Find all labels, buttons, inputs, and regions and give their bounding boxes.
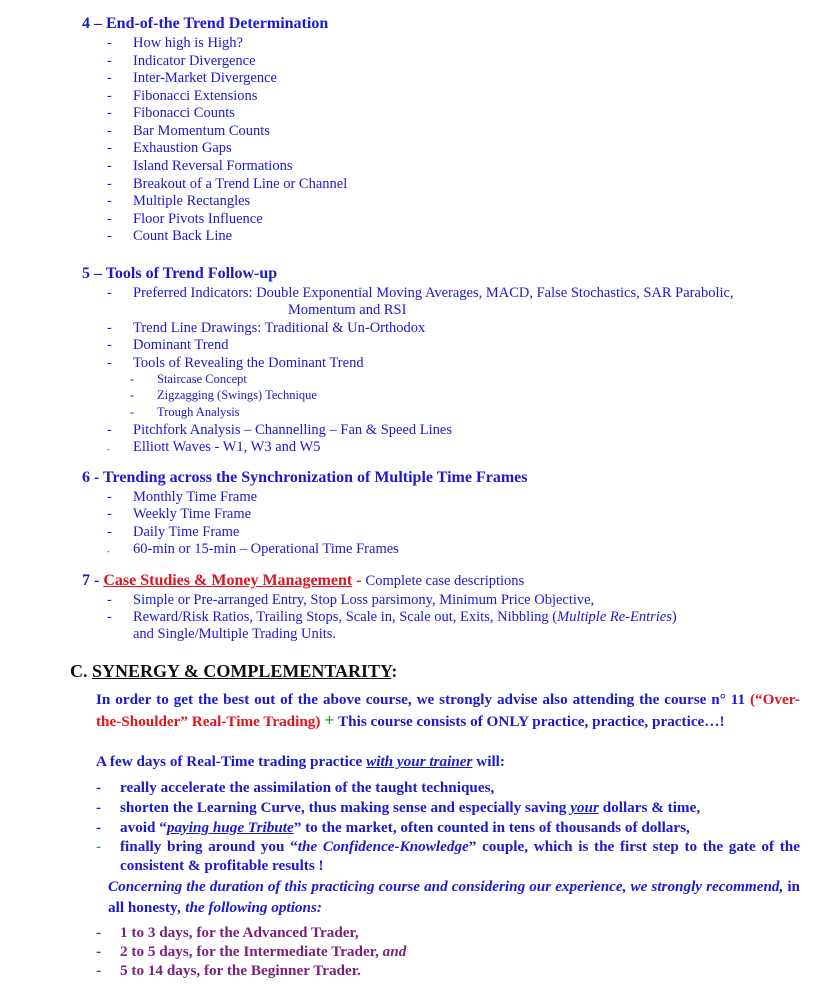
bullet-item: - avoid “paying huge Tribute” to the market, often counted in tens of thousands of dollars, [96,819,690,836]
bullet-item: - finally bring around you “the Confidence-Knowledge” couple, which is the first step to the gate of the consistent & profitable results ! [96,838,800,874]
bullet-item: - really accelerate the assimilation of the taught techniques, [96,779,495,796]
intro-paragraph: In order to get the best out of the above course, we strongly advise also attending the course n° 11 (“Over-the-Shoulder” Real-Time Trading) + This course consists of ONLY practice, practice, practice…! [96,691,801,730]
plus-sign: + [324,710,335,730]
section-4-title: 4 – End-of-the Trend Determination [82,15,329,32]
section-c-title: C. SYNERGY & COMPLEMENTARITY: [70,661,398,681]
section-5-title: 5 – Tools of Trend Follow-up [82,265,278,282]
case-studies-link[interactable]: Case Studies & Money Management [103,572,353,589]
section-6-title: 6 - Trending across the Synchronization of Multiple Time Frames [82,469,528,486]
list-item-continuation: Momentum and RSI [288,302,407,318]
concern-paragraph: Concerning the duration of this practicing course and considering our experience, we strongly recommend, in all honesty, the following options: [108,878,801,916]
list-item-continuation: and Single/Multiple Trading Units. [133,626,337,642]
bullet-item: - shorten the Learning Curve, thus making sense and especially saving your dollars & time, [96,799,701,816]
section-7-title: 7 - Case Studies & Money Management - Complete case descriptions [82,572,525,589]
few-days-line: A few days of Real-Time trading practice with your trainer will: [96,753,505,770]
with-your-trainer-link[interactable]: with your trainer [366,753,473,770]
